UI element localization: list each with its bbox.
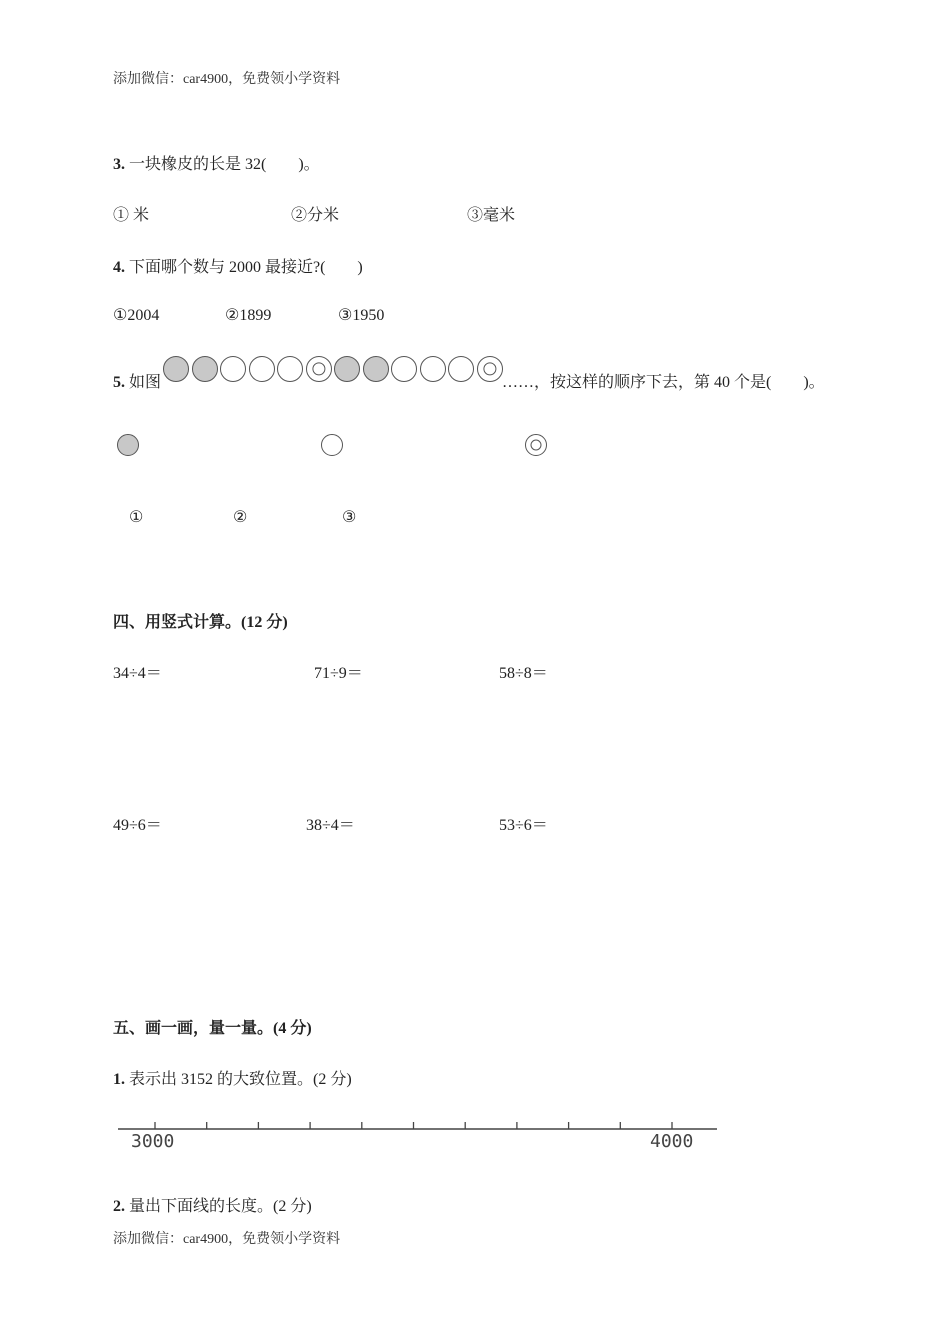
- q4-option-3[interactable]: ③1950: [338, 307, 385, 324]
- page-header: 添加微信：car4900，免费领小学资料: [113, 72, 341, 87]
- white-circle: [220, 356, 246, 382]
- gray-circle: [334, 356, 360, 382]
- double-circle: [477, 356, 503, 382]
- question-text: 量出下面线的长度。(2 分): [129, 1198, 312, 1215]
- choice-double-circle[interactable]: [525, 434, 547, 456]
- question-text-prefix: 如图: [129, 374, 162, 391]
- section-4-title: 四、用竖式计算。(12 分): [113, 614, 288, 631]
- calc-problem: 38÷4＝: [306, 817, 355, 834]
- question-number: 2.: [113, 1198, 125, 1215]
- calc-problem: 49÷6＝: [113, 817, 162, 834]
- question-text: 下面哪个数与 2000 最接近?( ): [129, 259, 363, 276]
- question-text: 一块橡皮的长是 32( )。: [129, 156, 320, 173]
- number-line-ticks: [155, 1122, 672, 1129]
- double-circle: [306, 356, 332, 382]
- question-number: 4.: [113, 259, 125, 276]
- q4-option-2[interactable]: ②1899: [225, 307, 272, 324]
- choice-white-circle[interactable]: [321, 434, 343, 456]
- choice-gray-circle[interactable]: [117, 434, 139, 456]
- q3-option-2[interactable]: ②分米: [291, 207, 340, 224]
- white-circle: [277, 356, 303, 382]
- gray-circle: [363, 356, 389, 382]
- section-5-title: 五、画一画，量一量。(4 分): [113, 1020, 312, 1037]
- q5-choice-label-1[interactable]: ①: [129, 509, 144, 526]
- q3-option-1[interactable]: ① 米: [113, 207, 150, 224]
- q3-option-3[interactable]: ③毫米: [467, 207, 516, 224]
- question-5-prefix: [113, 369, 161, 392]
- question-4: [113, 254, 363, 277]
- question-number: 3.: [113, 156, 125, 173]
- page-footer: 添加微信：car4900，免费领小学资料: [113, 1232, 341, 1247]
- q5-choice-label-3[interactable]: ③: [342, 509, 357, 526]
- white-circle: [420, 356, 446, 382]
- white-circle: [448, 356, 474, 382]
- section-5-question-2: [113, 1193, 312, 1216]
- question-number: 5.: [113, 374, 125, 391]
- q5-choice-label-2[interactable]: ②: [233, 509, 248, 526]
- section-5-question-1: [113, 1066, 352, 1089]
- gray-circle: [192, 356, 218, 382]
- white-circle: [391, 356, 417, 382]
- calc-problem: 58÷8＝: [499, 665, 548, 682]
- white-circle: [249, 356, 275, 382]
- gray-circle: [163, 356, 189, 382]
- calc-problem: 71÷9＝: [314, 665, 363, 682]
- number-line-start-label: 3000: [131, 1131, 175, 1152]
- question-3: [113, 151, 320, 174]
- question-text-suffix: ……，按这样的顺序下去，第 40 个是( )。: [502, 374, 825, 391]
- number-line[interactable]: [110, 1112, 730, 1162]
- calc-problem: 34÷4＝: [113, 665, 162, 682]
- question-text: 表示出 3152 的大致位置。(2 分): [129, 1071, 352, 1088]
- question-number: 1.: [113, 1071, 125, 1088]
- number-line-end-label: 4000: [650, 1131, 694, 1152]
- q4-option-1[interactable]: ①2004: [113, 307, 160, 324]
- calc-problem: 53÷6＝: [499, 817, 548, 834]
